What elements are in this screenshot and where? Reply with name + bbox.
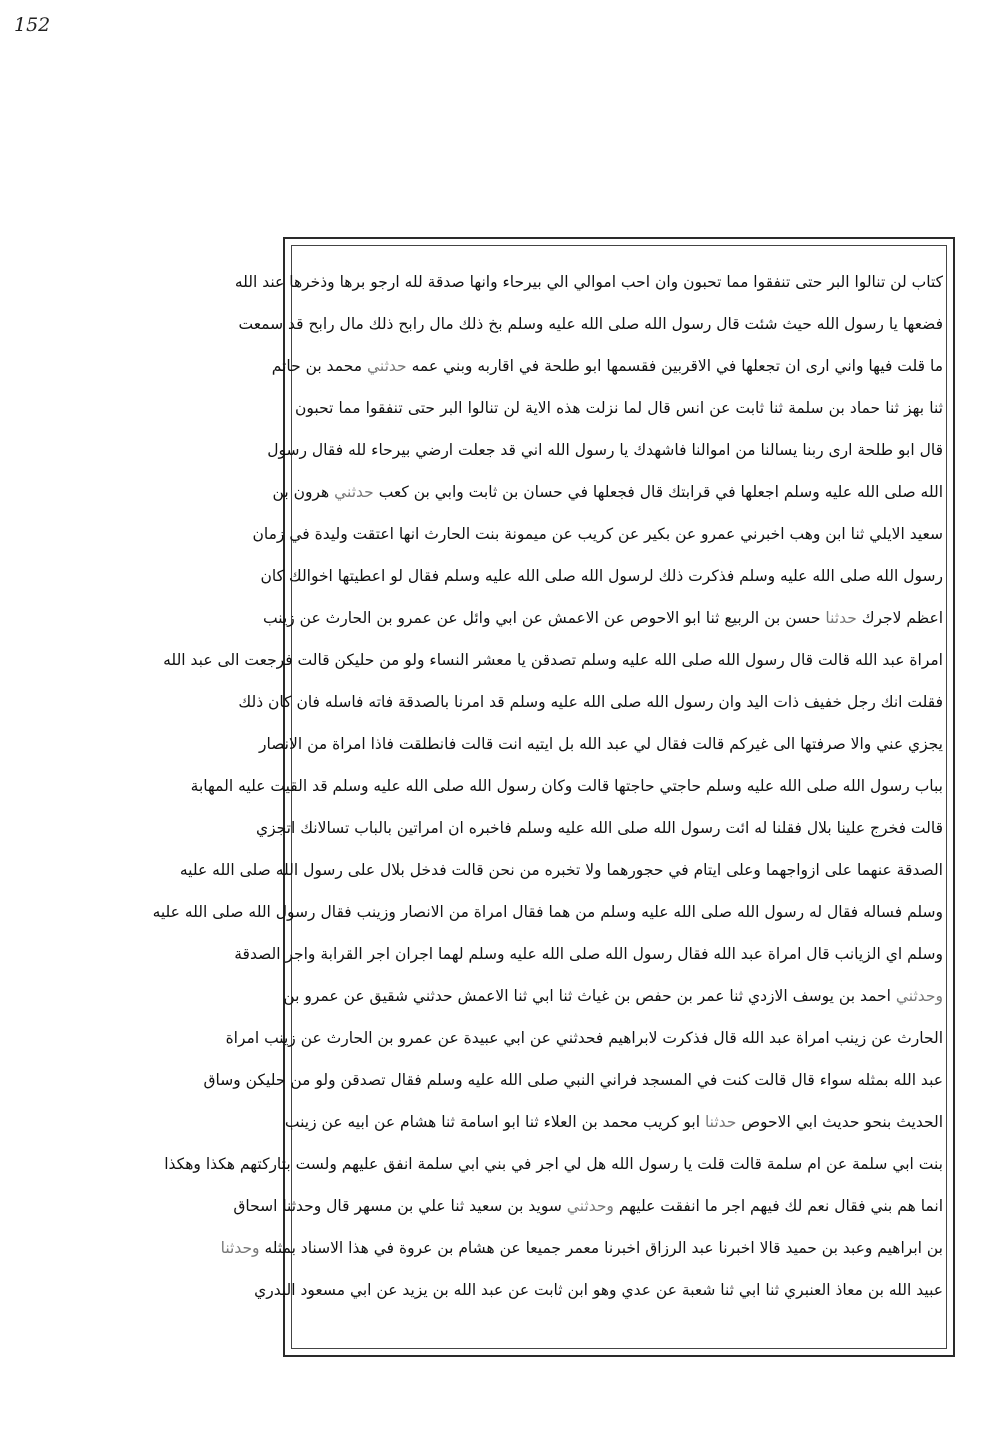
text-line xyxy=(163,639,943,681)
line-text: فقلت انك رجل خفيف ذات اليد وان رسول الله صلى الله عليه وسلم قد امرنا بالصدقة فاته فاسله فان كان ذلك xyxy=(238,693,943,711)
text-line xyxy=(203,1059,943,1101)
line-text: الله صلى الله عليه وسلم اجعلها في قرابتك قال فجعلها في حسان بن ثابت وابي بن كعب xyxy=(378,483,943,501)
text-line xyxy=(238,681,943,723)
line-text: اعظم لاجرك xyxy=(861,609,943,627)
text-line xyxy=(295,387,943,429)
line-text: بن ابراهيم وعبد بن حميد قالا اخبرنا عبد الرزاق اخبرنا معمر جميعا عن هشام بن عروة في هذا الاسناد بمثله xyxy=(264,1239,943,1257)
text-line xyxy=(284,1101,943,1143)
text-line xyxy=(234,933,943,975)
line-text: هرون بن xyxy=(272,483,330,501)
rubric-word: وحدثنا xyxy=(220,1239,260,1257)
text-line xyxy=(152,891,943,933)
text-line xyxy=(255,807,943,849)
line-text: رسول الله صلى الله عليه وسلم فذكرت ذلك لرسول الله صلى الله عليه وسلم فقال لو اعطيتها اخوالك كان xyxy=(260,567,943,585)
line-text: قال ابو طلحة ارى ربنا يسالنا من اموالنا فاشهدك يا رسول الله اني قد جعلت ارضي بيرحاء لله فقال رسول xyxy=(267,441,943,459)
rubric-word: وحدثني xyxy=(895,987,943,1005)
text-line xyxy=(164,1143,943,1185)
page-number: 152 xyxy=(14,14,51,36)
line-text: حسن بن الربيع ثنا ابو الاحوص عن الاعمش عن ابي وائل عن عمرو بن الحارث عن زينب xyxy=(263,609,821,627)
text-frame xyxy=(152,237,955,1357)
line-text: يجزي عني والا صرفتها الى غيركم قالت فقال لي عبد الله بل ايتيه انت قالت فانطلقت فاذا امراة من الانصار xyxy=(259,735,943,753)
rubric-word: حدثني xyxy=(334,483,374,501)
text-line xyxy=(271,345,943,387)
text-line xyxy=(260,555,943,597)
text-line xyxy=(263,597,943,639)
text-line xyxy=(233,1185,943,1227)
line-text: وسلم اي الزيانب قال امراة عبد الله فقال رسول الله صلى الله عليه وسلم لهما اجران اجر القرابة واجر الصدقة xyxy=(234,945,943,963)
text-line xyxy=(267,429,943,471)
line-text: ابو كريب محمد بن العلاء ثنا ابو اسامة ثنا هشام عن ابيه عن زينب xyxy=(284,1113,700,1131)
line-text: امراة عبد الله قالت قال رسول الله صلى الله عليه وسلم تصدقن يا معشر النساء ولو من حليكن قالت فرجعت الى عبد الله xyxy=(163,651,943,669)
manuscript-text xyxy=(152,261,943,1311)
text-line xyxy=(283,975,943,1017)
line-text: بنت ابي سلمة عن ام سلمة قالت قلت يا رسول الله هل لي اجر في بني ابي سلمة انفق عليهم ولست بتاركتهم هكذا وهكذا xyxy=(164,1155,943,1173)
text-line xyxy=(254,1269,943,1311)
text-line xyxy=(272,471,943,513)
line-text: محمد بن حاتم xyxy=(271,357,363,375)
text-line xyxy=(190,765,943,807)
line-text: ثنا بهز ثنا حماد بن سلمة ثنا ثابت عن انس قال لما نزلت هذه الاية لن تنالوا البر حتى تنفقوا مما تحبون xyxy=(295,399,943,417)
line-text: سعيد الايلي ثنا ابن وهب اخبرني عمرو عن بكير عن كريب عن ميمونة بنت الحارث انها اعتقت وليدة في زمان xyxy=(252,525,943,543)
line-text: الحارث عن زينب امراة عبد الله قال فذكرت لابراهيم فحدثني عن ابي عبيدة عن عمرو بن الحارث عن زينب امراة xyxy=(225,1029,943,1047)
line-text: سويد بن سعيد ثنا علي بن مسهر قال وحدثنا اسحاق xyxy=(233,1197,562,1215)
text-line xyxy=(179,849,943,891)
text-line xyxy=(259,723,943,765)
line-text: قالت فخرج علينا بلال فقلنا له ائت رسول الله صلى الله عليه وسلم فاخبره ان امراتين بالباب تسالانك اتجزي xyxy=(255,819,943,837)
line-text: عبد الله بمثله سواء قال قالت كنت في المسجد فراني النبي صلى الله عليه وسلم فقال تصدقن ولو من حليكن وساق xyxy=(203,1071,943,1089)
text-line xyxy=(238,303,943,345)
line-text: الحديث بنحو حديث ابي الاحوص xyxy=(741,1113,943,1131)
text-line xyxy=(220,1227,943,1269)
line-text: عبيد الله بن معاذ العنبري ثنا ابي ثنا شعبة عن عدي وهو ابن ثابت عن عبد الله بن يزيد عن ابي مسعود البدري xyxy=(254,1281,943,1299)
rubric-word: حدثنا xyxy=(825,609,857,627)
line-text: وسلم فساله فقال له رسول الله صلى الله عليه وسلم من هما فقال امراة من الانصار وزينب فقال رسول الله صلى الله عليه xyxy=(152,903,943,921)
line-text: احمد بن يوسف الازدي ثنا عمر بن حفص بن غياث ثنا ابي ثنا الاعمش حدثني شقيق عن عمرو بن xyxy=(283,987,891,1005)
line-text: فضعها يا رسول الله حيث شئت قال رسول الله صلى الله عليه وسلم بخ ذلك مال رابح ذلك مال رابح قد سمعت xyxy=(238,315,943,333)
text-line xyxy=(252,513,943,555)
text-line xyxy=(234,261,943,303)
rubric-word: حدثنا xyxy=(704,1113,737,1131)
text-line xyxy=(225,1017,943,1059)
line-text: بباب رسول الله صلى الله عليه وسلم حاجتي حاجتها قالت وكان رسول الله صلى الله عليه وسلم قد القيت عليه المهابة xyxy=(190,777,943,795)
rubric-word: حدثني xyxy=(367,357,407,375)
line-text: ما قلت فيها واني ارى ان تجعلها في الاقربين فقسمها ابو طلحة في اقاربه وبني عمه xyxy=(411,357,943,375)
line-text: الصدقة عنهما على ازواجهما وعلى ايتام في حجورهما ولا تخبره من نحن قالت فدخل بلال على رسول الله صلى الله عليه xyxy=(179,861,943,879)
rubric-word: وحدثني xyxy=(566,1197,614,1215)
line-text: كتاب لن تنالوا البر حتى تنفقوا مما تحبون وان احب اموالي الي بيرحاء وانها صدقة لله ارجو برها وذخرها عند الله xyxy=(234,273,943,291)
line-text: انما هم بني فقال نعم لك فيهم اجر ما انفقت عليهم xyxy=(618,1197,943,1215)
